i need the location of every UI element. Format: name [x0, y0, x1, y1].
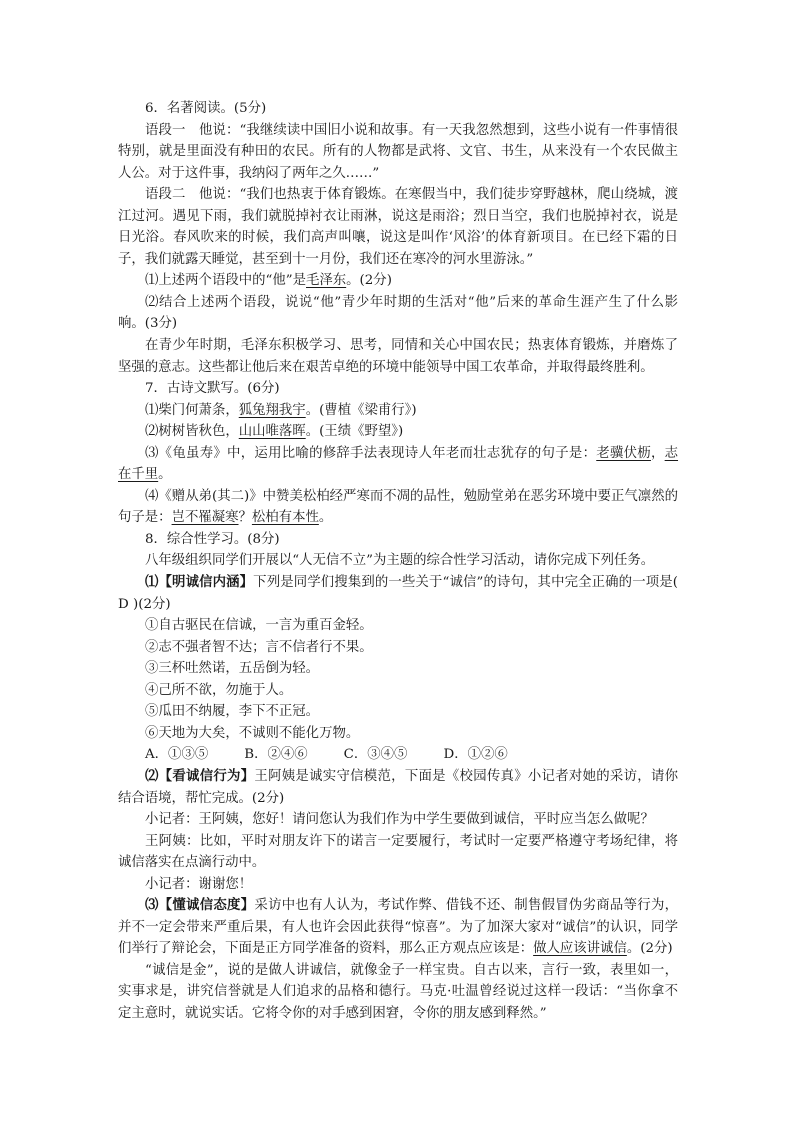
q8-option-5: ⑤瓜田不纳履，李下不正冠。 [145, 704, 320, 720]
q8-option-6: ⑥天地为大矣，不诚则不能化万物。 [145, 725, 360, 741]
q8-choices [118, 744, 678, 766]
q7-l4-end: 。 [318, 510, 333, 526]
q7-l1-source: 。(曹植《梁甫行》) [305, 402, 417, 418]
choice-b: B．②④⑥ [244, 747, 308, 763]
q7-l4-answer-2: 松柏有本性 [251, 510, 319, 526]
q8-task-2-tag: ⑵【看诚信行为】 [145, 767, 255, 784]
q7-line-1 [118, 400, 678, 422]
exam-page [118, 98, 678, 1025]
q8-dialog-1: 小记者：王阿姨，您好！请问您认为我们作为中学生要做到诚信，平时应当怎么做呢？ [145, 812, 654, 828]
q8-material: “诚信是金”，说的是做人讲诚信，就像金子一样宝贵。自古以来，言行一致，表里如一，实事求是，讲究信誉就是人们追求的品格和德行。马克·吐温曾经说过这样一段话：“当你拿不定主意时，就说实话。它将令你的对手感到困窘，令你的朋友感到释然。” [118, 962, 678, 1021]
q6-title: 6．名著阅读。(5分) [145, 101, 267, 116]
q7-line-3 [118, 443, 678, 486]
q7-l3-answer-1: 老骥伏枥 [596, 445, 651, 461]
q8-task-2-text: 王阿姨是诚实守信模范，下面是《校园传真》小记者对她的采访，请你结合语境，帮忙完成。(2分) [118, 768, 679, 806]
q6-sub-1-prompt: ⑴上述两个语段中的“他”是 [145, 273, 306, 289]
q7-l3-answer-2: 志在千里 [118, 445, 679, 483]
q7-l4-sep: ？ [238, 510, 252, 526]
q8-task-2 [118, 766, 678, 809]
q8-option-1: ①自古驱民在信诚，一言为重百金轻。 [145, 618, 373, 634]
q7-l3-prompt: ⑶《龟虽寿》中，运用比喻的修辞手法表现诗人年老而壮志犹存的句子是： [145, 445, 597, 461]
q8-option-3: ③三杯吐然诺，五岳倒为轻。 [145, 661, 320, 677]
q7-line-4 [118, 486, 678, 529]
q8-title: 8．综合性学习。(8分) [145, 531, 280, 547]
q6-passage-1: 语段一 他说：“我继续读中国旧小说和故事。有一天我忽然想到，这些小说有一件事情很特别，就是里面没有种田的农民。所有的人物都是武将、文官、书生，从来没有一个农民做主人公。对于这件事，我纳闷了两年之久……” [118, 122, 678, 181]
q6-passage-2: 语段二 他说：“我们也热衷于体育锻炼。在寒假当中，我们徒步穿野越林，爬山绕城，渡江过河。遇见下雨，我们就脱掉衬衣让雨淋，说这是雨浴；烈日当空，我们也脱掉衬衣，说是日光浴。春风吹来的时候，我们高声叫嚷，说这是叫作‘风浴’的体育新项目。在已经下霜的日子，我们就露天睡觉，甚至到十一月份，我们还在寒冷的河水里游泳。” [118, 187, 678, 267]
q8-task-3 [118, 895, 678, 960]
q7-l2-answer: 山山唯落晖 [238, 424, 306, 440]
choice-a: A．①③⑤ [145, 747, 209, 763]
q6-sub-1-answer: 毛泽东 [306, 273, 347, 289]
q7-l2-source: 。(王绩《野望》) [305, 424, 404, 440]
q8-task-1-tag: ⑴【明诚信内涵】 [145, 574, 254, 591]
q8-dialog-3: 小记者：谢谢您！ [145, 876, 253, 892]
q7-l2-prompt: ⑵树树皆秋色， [145, 424, 239, 440]
q7-l4-prompt: ⑷《赠从弟(其二)》中赞美松柏经严寒而不凋的品性，勉励堂弟在恶劣环境中要正气凛然的句子是： [118, 488, 678, 526]
q6-sub-2: ⑵结合上述两个语段，说说“他”青少年时期的生活对“他”后来的革命生涯产生了什么影响。(3分) [118, 294, 678, 332]
q6-sub-1-score: 。(2分) [346, 273, 392, 289]
q8-task-1-text: 下列是同学们搜集到的一些关于“诚信”的诗句，其中完全正确的一项是( D )(2分) [118, 575, 678, 612]
q8-dialog-2: 王阿姨：比如，平时对朋友许下的诺言一定要履行，考试时一定要严格遵守考场纪律，将诚信落实在点滴行动中。 [118, 833, 678, 871]
q7-l1-prompt: ⑴柴门何萧条， [145, 402, 239, 418]
q8-task-3-tag: ⑶【懂诚信态度】 [145, 897, 255, 914]
q8-option-4: ④己所不欲，勿施于人。 [145, 682, 293, 698]
q8-option-2: ②志不强者智不达；言不信者行不果。 [145, 639, 373, 655]
q8-task-3-score: 。(2分) [626, 941, 673, 957]
q8-task-1 [118, 572, 678, 615]
q7-l4-answer-1: 岂不罹凝寒 [171, 510, 239, 526]
choice-d: D．①②⑥ [443, 747, 508, 763]
q6-sub-1 [118, 270, 678, 292]
choice-c: C．③④⑤ [343, 747, 408, 763]
q8-intro: 八年级组织同学们开展以“人无信不立”为主题的综合性学习活动，请你完成下列任务。 [145, 553, 655, 569]
q7-title: 7．古诗文默写。(6分) [145, 381, 280, 397]
q7-l3-sep: ， [650, 445, 665, 461]
q8-task-3-answer: 做人应该讲诚信 [533, 941, 627, 957]
q6-sub-2-answer: 在青少年时期，毛泽东积极学习、思考，同情和关心中国农民；热衷体育锻炼，并磨炼了坚强的意志。这些都让他后来在艰苦卓绝的环境中能领导中国工农革命，并取得最终胜利。 [118, 338, 678, 375]
q7-l3-end: 。 [158, 467, 172, 483]
q7-line-2 [118, 421, 678, 443]
q8-task-3-text: 采访中也有人认为，考试作弊、借钱不还、制售假冒伪劣商品等行为，并不一定会带来严重后果，有人也许会因此获得“惊喜”。为了加深大家对“诚信”的认识，同学们举行了辩论会，下面是正方同学准备的资料，那么正方观点应该是： [118, 898, 679, 957]
q7-l1-answer: 狐兔翔我宇 [238, 402, 306, 418]
